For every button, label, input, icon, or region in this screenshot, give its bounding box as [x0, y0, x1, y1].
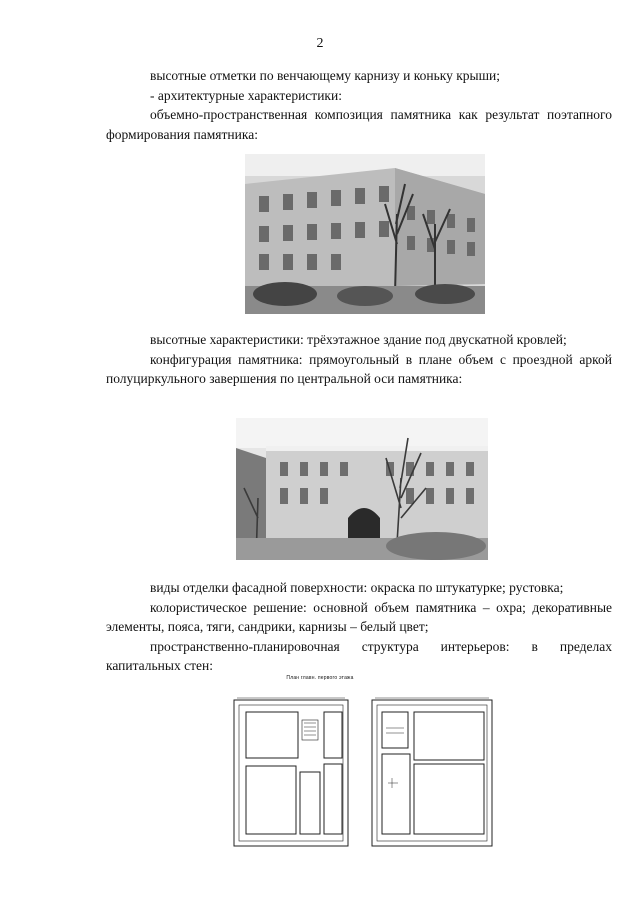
text-block-top [106, 66, 612, 144]
paragraph-facade-finish: виды отделки фасадной поверхности: окраска по штукатурке; рустовка; [150, 580, 564, 595]
paragraph-interior-structure: пространственно-планировочная структура интерьеров: в пределах капитальных стен: [106, 638, 612, 673]
paragraph-volumetric-composition: объемно-пространственная композиция памятника как результат поэтапного формирования памятника: [106, 107, 612, 142]
text-block-bottom [106, 578, 612, 676]
floor-plan [232, 688, 494, 848]
paragraph-color-scheme: колористическое решение: основной объем памятника – охра; декоративные элементы, пояса, тяги, сандрики, карнизы – белый цвет; [106, 599, 612, 634]
facade-photo [245, 154, 485, 314]
arch-photo-image [236, 418, 488, 560]
plan-title: План главн. первого этажа [286, 675, 354, 681]
floor-plan-drawing [232, 688, 494, 848]
facade-photo-image [245, 154, 485, 314]
paragraph-architectural-characteristics: - архитектурные характеристики: [150, 87, 342, 103]
paragraph-elevation-marks: высотные отметки по венчающему карнизу и коньку крыши; [150, 68, 500, 83]
arch-photo [236, 418, 488, 560]
paragraph-configuration: конфигурация памятника: прямоугольный в плане объем с проездной аркой полуциркульного завершения по центральной оси памятника: [106, 351, 612, 386]
paragraph-height-characteristics: высотные характеристики: трёхэтажное здание под двускатной кровлей; [150, 332, 567, 347]
text-block-middle [106, 330, 612, 389]
page-number: 2 [316, 36, 324, 51]
